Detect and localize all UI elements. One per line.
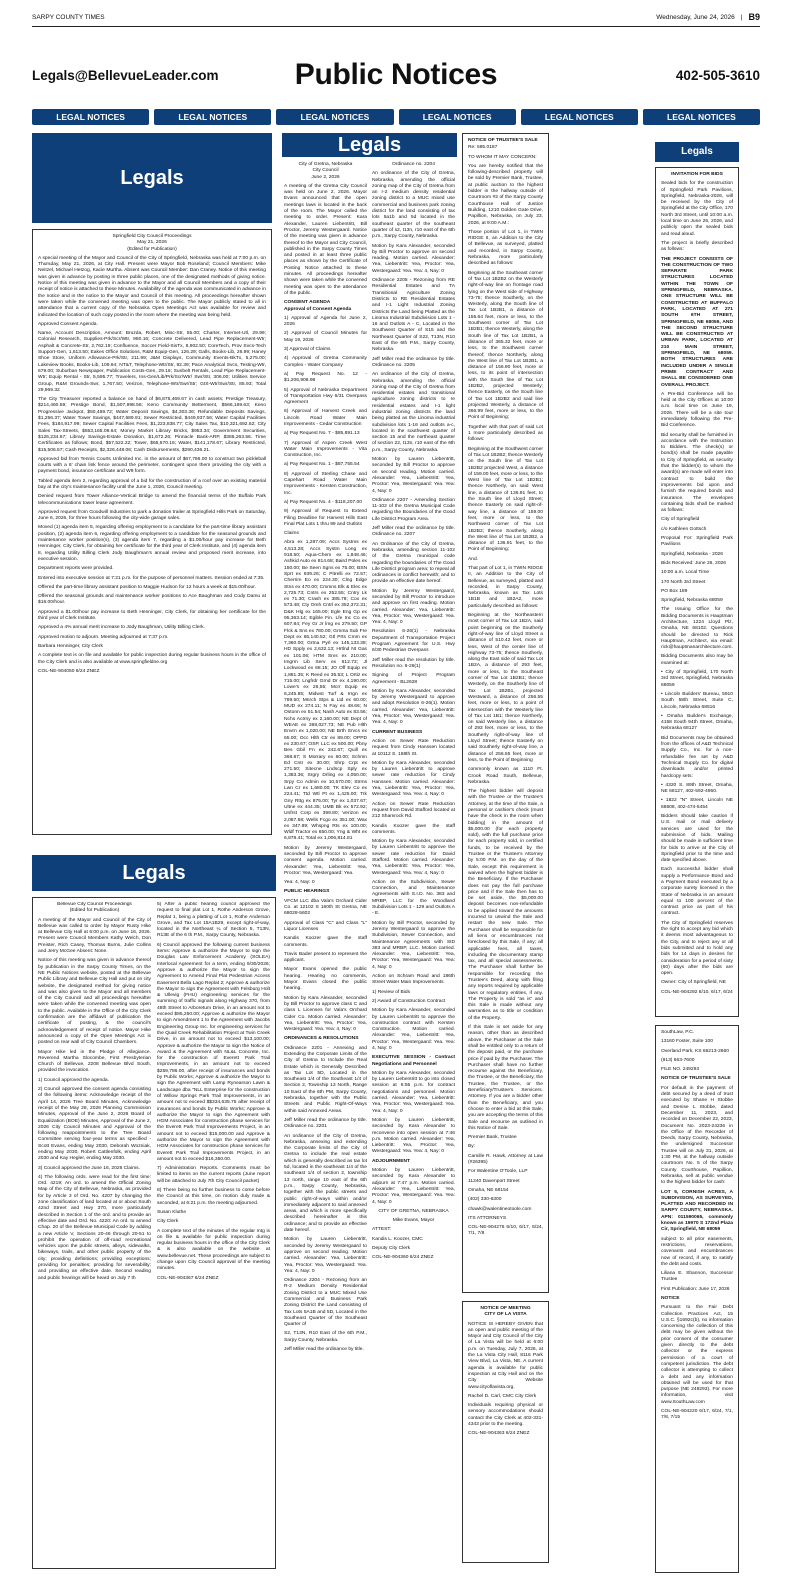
- paragraph: Kandis L. Koozer, CMC: [372, 1236, 423, 1242]
- paragraph: Those portion of Lot 1, in TWIN RIDGE II, an Addition to the City of Bellevue, as surveyed, platted and recorded, in Sarpy County, Nebraska, more particularly described as follows:: [468, 229, 543, 267]
- bellevue-column: [32, 855, 276, 1570]
- paragraph: For default in the payment of debt secured by a deed of trust executed by Shane H Stobbe and Denise L Stobbe, dated December 11, 2023, and recorded on December 22, 2023, Document No. 2023-24236 in the Office of the Recorder of Deeds, Sarpy County, Nebraska, the undersigned Successor Trustee will on July 31, 2026, at 1:30 PM, at the hallway outside courtroom No. 5 of the Sarpy County Courthouse, Papillion, Nebraska, sell at public vendue to the highest bidder for cash:: [661, 1085, 733, 1186]
- paragraph: Ordinance 2204 - Rezoning from an R-2 Medium Density Residential Zoning District to a MUC Mixed Use Commercial and Business Park Zoning District the Land consisting of Tax Lots 5A1B and 5D, Located in the Southeast Quarter of the Southeast Quarter of: [284, 1278, 367, 1328]
- bellevue-col-b: [157, 902, 270, 1564]
- paragraph: Pursuant to the Fair Debt Collection Practices Act, 15 U.S.C. §1692c(b), no information concerning the collection of this debt may be given without the prior consent of the consumer given directly to the debt collector or the express permission of a court of competent jurisdiction. The debt collector is attempting to collect a debt and any information obtained will be used for that purpose (NE 249293). For more information, visit www.SouthLaw.com: [661, 1305, 733, 1405]
- paragraph: LOT 5, CORNISH ACRES, A SUBDIVISION, AS SURVEYED, PLATTED AND RECORDED IN SARPY COUNTY, NEBRASKA. APN: 011590065, commonly known as 19970 S 172nd Plaza Cir, Springfield, NE 68059: [661, 1189, 733, 1233]
- paragraph: Proposal For: Springfield Park Pavilions: [661, 536, 733, 548]
- legals-banner: Legals: [655, 142, 739, 162]
- paragraph: An Ordinance of the City of Gretna, Nebraska, amending section 11-102 of the Gretna municipal code regarding the boundaries of The Good Life District program area; to repeal all ordinances in conflict herewith; and to provide an effective date hereof.: [372, 541, 455, 585]
- paragraph: • Lincoln Builders' Bureau, 5910 South 58th Street, Suite C, Lincoln, Nebraska 68516: [661, 691, 733, 710]
- paragraph: Travis Bader present to represent the applicant.: [284, 951, 367, 964]
- paragraph: Susan Kluthe: [157, 1209, 187, 1215]
- paragraph: 3) Approval of Claims: [284, 347, 331, 353]
- section-title: Public Notices: [294, 58, 498, 91]
- paragraph: City of Springfield: [661, 517, 700, 523]
- paragraph: 7) Approval of Aspen Creek West Water Main Improvements - Vita Construction, Inc.: [284, 440, 367, 459]
- paragraph: Re: 585.0187: [468, 145, 498, 151]
- paragraph: VFCM LLC dba Vala's Orchard Cider Co. at 12102 S 160th St Gretna, NE 68028-5602: [284, 898, 367, 917]
- paragraph: Approved a $1.00/hour pay increase to Beth Henninger, City Clerk, for obtaining her certificate for the third year of Clerk Institute.: [38, 609, 266, 622]
- notice-body: [468, 1322, 543, 1438]
- section-heading: ORDINANCES & RESOLUTIONS: [284, 1036, 359, 1042]
- paragraph: • 1822 "N" Street, Lincoln NE 68508, 402-474-5454: [661, 798, 733, 810]
- paragraph: Beginning at the Southwest corner of Tax Lot 1B2B2; thence Westerly on the South line of Tax Lot 1B2B2 projected West, a distance of 159.00 feet, more or less, to the West line of Tax Lot 1B2B1; thence Northerly, on said West line, a distance of 136.91 feet, to the South line of Lloyd Street; thence Easterly on said right-of-way line, a distance of 159.00 feet, more or less, to the Northwest corner of Tax Lot 1B2B2; thence Southerly, along the West line of Tax Lot 1B2B2, a distance of 136.91 feet, to the Point of Beginning;: [468, 446, 543, 553]
- paragraph: Motion by Kara Alexander, seconded by Lauren Liebentritt to approve the construction contract with Kersten Construction. Motion carried. Alexander: Yea, Liebentritt: Yea, Proctor: Yea, Westergaard: Yea. Yea: 4, Nay: 0: [372, 1008, 455, 1051]
- lavista-notice: [462, 1301, 549, 1563]
- paragraph: First Publication: June 17, 2026: [661, 1286, 730, 1292]
- paragraph: SouthLaw, P.C.: [661, 1030, 695, 1035]
- gretna-council-column: [282, 160, 369, 1570]
- paragraph: Offered the seasonal grounds and maintenance worker positions to Ace Baughman and Cody Damu at $16.00/hour.: [38, 594, 266, 606]
- legals-banner: Legals: [282, 133, 457, 157]
- notice-date: June 2, 2026: [311, 174, 340, 180]
- paragraph: Resolution 6-26(1) - Nebraska Department of Transportation Project Program Agreement for U.S. Hwy 6/30 Pedestrian Overpass: [372, 629, 455, 654]
- paragraph: 9) Approval of Request to Extend Filing Deadline for Harvest Hills East Final Plat Lots 1 thru 99 and Outlots: [284, 509, 367, 527]
- paragraph: 2) Approval of Council Minutes for May 19, 2026: [284, 331, 367, 343]
- paragraph: Springfield, Nebraska - 2026: [661, 551, 723, 557]
- paragraph: Name, Account Description, Amount: Bruzda, Robert, Misc-Str, 55.00; Charter, Internet-Utl, 29.99; Colonial Research, Supplies-Prk/Scr/Wtr, 980.16; Concrete Delivered, Lead Pipe Replacement-Wtr; Asphalt & Concrete-Str, 2,762.19; Confluence, Soccer Field-SisTx, 8,902.50; CoreTech, Prov Svcs-Tech Support-Gen, 1,613.50; Eakes Office Solutions, R&M Equip-Gen, 126.29; Galls, Books-Lib, 26.99; Haney Shoe Store, Uniform Allowance-Prk/Str, 211.99; J&M Displays, Community Events-BkTx, 5,275.00; Lakeview Books, Books-Lib, 109.94; NT&T, Telephone-Wtr/Str, 92.39; Pace Analytical Svcs, Testing-Wtr, 679.00; Suburban Newspaper, Publication Costs-Gen, 29.16; Sunbelt Rentals, Lead Pipe Replacement-Wtr; Equip Rental - Str, 5,595.77; Travelers, Ins-Gen/Lib/Prk/Scr/Wtr/ Swr/Str, 306.00; Utilities Service Group, R&M Grounds-Swr, 1,767.50; Verizon, Telephone-Wtr/Swr/Str; GIS-Wtr/Swr/Str, 85.93; Total 29,969.32: [38, 331, 266, 393]
- issue-date: Wednesday, June 24, 2026: [656, 13, 735, 21]
- paragraph: Signing of Project Program Agreement - BL2628: [372, 673, 455, 685]
- paragraph: Approved motion to adjourn. Meeting adjourned at 7:37 p.m.: [38, 634, 169, 640]
- paragraph: 6) Council approved the following current business items: Approve & authorize the Mayor to sign the Douglas Law Enforcement Academy (SOLEA) Interlocal Agreement for a term, ending 9/30/2026; Approve & authorize the Mayor to sign the Agreement to Amend Final Plat Pedestrian Access Easement Bella Lago Replat 2; Approve & authorize the Mayor to sign the Agreement with Felsburg Holt & Ullevig (FHU) engineering services for the summing of traffic signals along Highway 370, from 48th Street to Arboretum Drive, in an amount not to exceed $85,250.00; Approve & authorize the Mayor to sign Amendment 1 to the Agreement with Jacobs Engineering Group Inc. for engineering services for the Quail Creek Rehabilitation Project at Twin Creek Drive, in an amount not to exceed $13,100.00; Approve & authorize the Mayor to sign the Notice of Award & the Agreement with NL&L Concrete, Inc. for the construction of Everett Park Trail Improvements, in an amount not to exceed $259,786.00, after receipt of insurances and bonds by Public Works; Approve & authorize the Mayor to sign the Agreement with Lamp Rynearson Lawn & Landscape dba "NLL Enterprise for the construction of Willow Springs Park Trail Improvements, in an amount not to exceed $$334,635.75 after receipt of insurances and bonds by Public Works; Approve & authorize the Mayor to sign the Agreement with HGM Associates for construction phase services for the Everett Park Trail Improvements Project, in an amount not to exceed $15,000.00 and Approve & authorize the Mayor to sign the Agreement with HGM Associates for construction phase services for Everett Park Trail Improvements Project, in an amount not to exceed $16,350.00.: [157, 942, 270, 1162]
- paragraph: NOTICE: [661, 1295, 680, 1301]
- paragraph: Premier Bank, Trustee: [468, 1135, 517, 1141]
- paragraph: Beginning at the Northeastern most corner of Tax Lot 1B2A, said point beginning on the Southerly right-of-way line of Lloyd Street a distance of 510.42 feet, more or less, West of the center line of Highway 73-75; thence Southerly, along the East side of said Tax Lot 1B2A, a distance of 293 feet, more or less, to the Southeast corner of Tax Lot 1B2B1; thence Westerly, on the Southerly line of Tax Lot 1B2B1, projected Westward, a distance of 256.55 feet, more or less, to a point of intersection with the Westerly line of Tax Lot 1B1; thence Northerly, on said Westerly line, a distance of 293 feet, more or less, to the Southerly right-of-way line of Lloyd Street; thence Easterly on said Southerly right-of-way line, a distance of 256.55 feet, more or less, to the Point of Beginning: [468, 613, 543, 763]
- paragraph: 2) Award of Construction Contract: [372, 998, 446, 1004]
- notice-title: NOTICE OF MEETING: [480, 1306, 531, 1311]
- paragraph: chawk@walentineotoole.com: [468, 1206, 532, 1212]
- notice-heading: City of Gretna, Nebraska: [298, 162, 353, 167]
- header-rule: [32, 26, 760, 27]
- paragraph: COL-NE-904050 6/24 ZNEZ: [38, 668, 100, 674]
- paragraph: Springfield, Nebraska 68059: [661, 598, 723, 604]
- paragraph: Ordinance 2207 - Amending Section 11-102 of the Gretna Municipal Code regarding the Boundaries of the Good Life District Program Area.: [372, 497, 455, 522]
- paragraph: The highest bidder will deposit with the Trustee or the Trustee's Attorney, at the time of the Sale, a personal or cashier's check (must have the check in the room when bidding) in the amount of $5,000.00 (for each property sold), with the full purchase price for each property sold, in certified funds, to be received by the Trustee or the Trustee's Attorney by 5:00 P.M. on the day of the Sale, except this requirement is waived when the highest bidder is the Beneficiary. If the Purchaser does not pay the full purchase price and if the Sale then has to be set aside, the $5,000.00 deposit becomes non-refundable to be applied toward the amounts incurred to unwind the Sale and restart the new Sale. The Purchaser shall be responsible for all liens or encumbrances not foreclosed by this Sale, if any; all applicable fees, all taxes, including the documentary stamp tax, and all special assessments. The Purchaser shall further be responsible for recording the Trustee's Deed, along with filing any reports required by applicable laws or regulatory entities, if any. The Property is sold "as is" and this Sale is made without any warranties as to title or condition of the Property.: [468, 789, 543, 1021]
- paragraph: 2) Council approved the consent agenda consisting of the following items: Acknowledge receipt of the April 14, 2026 Tree Board Minutes, Acknowledge receipt of the May 28, 2026 Planning Commission Minutes, Approval of the June 2, 2026 Board of Equalization (BOE) Minutes, Approval of the June 2, 2026 City Council Minutes and Approval of the following reappointments to the Tree Board Committee serving four-year terms as specified - Scott Evans, ending May 2030, Deborah Wozniak, ending May 2030, Robert Cattlenfolk, ending April 2030 and Kay Hegler, ending May 2030.: [38, 1087, 151, 1162]
- paragraph: a) Pay Request No. 1 - $87,755.54: [284, 462, 360, 468]
- paragraph: The City Treasurer reported a balance on hand of $6,876,469.67 in cash assets; Prestige Treasury, $214,460.59; Prestige Bond, $1,507,998.56; Keno Community Betterment, $566,169.63; Keno Progressive Jackpot, $50,469.72; Water Deposit Savings, $4,303.36; Refundable Deposits Savings, $1,256.37; Water Tower Savings, $447,689.91; Sewer Restricted, $449,937.56; Water Capital Facilities Fees, $184,917.99; Sewer Capital Facilities Fees, $1,223,838.77; City Sales Tax, $10,321,692.62; City Sales Tax-Streets, $553,165.09.64; Money Market Library Bricks, $953.34; Government Securities, $126,234.67; Library Savings-Estate Donation, $1,672.26; Pinnacle Bank-ARP, $386,263.56. Time Certificates as follows; Bond, $57,522.22; Tower, $65,570.16; Water, $141,178.67; Library Restricted, $15,506.57; Cash Receipts, $2,326,448.06; Cash Disbursements, $290,436.21.: [38, 397, 266, 453]
- hearings-list: [284, 899, 367, 1034]
- notice-body: [661, 181, 733, 996]
- notice-body: [157, 902, 270, 1282]
- notice-body: [38, 918, 151, 1282]
- paragraph: COL-NE-904220 6/17, 6/24, 7/1, 7/8, 7/15: [661, 1409, 733, 1421]
- paragraph: The City of Springfield reserves the right to accept any bid which it deems most advantageous to the City, and to reject any or all bids submitted and to hold any bids for 14 days in desires for consideration for a period of sixty (60) days after the bids are open.: [661, 920, 733, 977]
- paragraph: Action on Sewer Rate Reduction request from David Stafford located at 212 Shamrock Rd.: [372, 801, 455, 820]
- bellevue-notice: [32, 897, 276, 1569]
- paragraph: Motion by Kara Alexander, seconded by Lauren Liebentritt to approve sewer rate reduction for Cindy Hanssen. Motion carried. Alexander: Yea, Liebentritt: Yea, Proctor: Yea, Westergaard: Yea. Yea: 4, Nay: 0: [372, 760, 455, 798]
- paragraph: Mayor Hike led in the Pledge of Allegiance. Reverend Martha Slocombe, First Presbyterian Church of Bellevue, 2208 Bellevue Blvd South, provided the invocation.: [38, 1049, 151, 1074]
- legal-notices-tab: LEGAL NOTICES: [643, 109, 760, 125]
- paragraph: And.: [468, 556, 479, 562]
- paragraph: Mayor Evans opened the public hearing. Hearing no comments, Mayor Evans closed the public hearing.: [284, 967, 367, 992]
- notice-subtitle: CITY OF LA VISTA: [484, 1312, 527, 1318]
- paragraph: For Walentine O'Toole, LLP: [468, 1169, 528, 1175]
- bids-column: [559, 133, 739, 1573]
- paragraph: Liliana E. Shannon, Successor Trustee: [661, 1271, 733, 1283]
- gretna-ordinances-column: [370, 160, 457, 1570]
- legal-notices-tab: LEGAL NOTICES: [521, 109, 638, 125]
- claims-list: Abra ex 1,287.09; Accs Systms ex 4,513.28; Accs Systm Long ex 918.50; Aqua-Chem ex 1,848.46; Ashkid Auto ex 814.68; Baird Poles ex 150.00; Be Seen Sgns ex 75.00; BSN Sprt ex 939.26; C Pitrelli ex 72.57; Cherrim Eo ex 224.30; Clng Edge Stns ex 470.00; Cmmns Elk & Elec ex 2,725.73; Cntrs ex 252.55; Cntry Lk ex 71.30; Crash ex 385.78; Cox ex 573.48; Cty Omh Cntrl ex 352,372.31; D&K Hlg ex 165.00; Egle Eng Gp ex 95,363.14; Egible Fin. Lfe Inc Co ex 607.84; Fey Gr Jr lmg ex 279.50; GP Flck & Sns ex 780.00; Grnma Sub Fre Dept ex 65,140.52; Gtl Prts Cmm ex 7,360.00; Grtna Pyrl ex 145,133.38; HD Spply ex 2,632.13; Hrtlnd Nt Gas ex 101.06; HTM Srvs ex 210.00; Imgrm Lib Serv ex 612.73; Jl Lockwood ex 68.15; JO Off Equip ex 1,881.35; K Reed ex 35.53; L Ortiz ex 715.00; Lngfrdr Grnd Dr ex 4,190.00; Lowe's ex 26,55; Mcrr Equip ex 6,245.85; Midwst Turf & Irrgn ex 789.50; Mnrch Stps & Ltd ex 60.00; MUD ex 274.11; N Fay ex 48.66; N Ostonn ex 51.54; Nash Auto ex 83.56; Nchs Actrny ex 2,160.00; NE Dept of WEAE ex 368,027.73; NE Pub Hlth Envrn ex 1,020.00; NE Brth Srvcs ex 65.00; Occ Hlth Ctr ex 89.00; OPPD ex 230.67; OSP, LLC ex 500.00; Pbny Bes Gbil Fn ex 242.67; Quill ex 368.87; S Morrary ex 60.00; Schmn Ed Cntr ex 30.00; Shrp Crpt ex 271.50; Sitecne Lndscp Sply ex 1,383.36; Srgry Drling ex 4,050.00; Srpy Co Admin ex 10,570.00; Strms Lwn Cr ex 1,680.00; TK Elev Co ex 224.41; Ttd Wtl Pt ex 1,425.00; Trk Gny Rttg ex 875.00; Tyr ex 1,037.67; Ultne ex 444.35; UMB Bk ex 572.92; Unfrst Corp ex 399.80; Verizon ex 2,087.58; Wells Fcgo ex 351.00; Wax ex 347.89; Whspng Rts ex 100.00; Wldf Tractor ex 650.00; Yng & Wht ex 6,878.41; Total ex 1,006,814.81: [284, 540, 367, 842]
- consent-list: [284, 316, 367, 538]
- paragraph: Ordinance 2201 - Annexing and Extending the Corporate Limits of the City of Gretna to Include the Real Estate which is Generally Described as Tax Lot 5D, Located in the Southeast 1/4 of the Southeast 1/4 of Section 2, Township 13 North, Range 10 East of the 6th PM, Sarpy County, Nebraska, together with the Public Streets and Public Right-Of-Ways within said Annexed Areas.: [284, 1045, 367, 1114]
- paragraph: COL-NE-904276 6/10, 6/17, 6/24, 7/1, 7/8: [468, 1225, 543, 1237]
- ordinances-list: [284, 1046, 367, 1354]
- paragraph: Approved bid from Tennis Courts Unlimited Inc. in the amount of $67,786.00 to construct two pickleball courts with a 6' chain link fence around the perimeter, contingent upon them providing the city with a payment bond, insurance certificate and W9 form.: [38, 456, 266, 475]
- paragraph: 1) Approval of Agenda for June 2, 2026: [284, 315, 367, 328]
- paragraph: By:: [468, 1144, 476, 1150]
- paragraph: 13160 Foster, Suite 100: [661, 1039, 713, 1045]
- paragraph: CITY OF GRETNA, NEBRASKA: [378, 1208, 449, 1214]
- notice-heading: Springfield City Council Proceedings: [112, 234, 192, 239]
- paragraph: Approval of Class "C" and Class "L" Liquor Licenses: [284, 920, 367, 932]
- paragraph: EXECUTIVE SESSION - Contract Negotiations and Personnel: [372, 1055, 455, 1067]
- paragraph: COL-NE-904363 6/24 ZNEZ: [468, 1431, 530, 1437]
- paragraph: Deputy City Clerk: [372, 1246, 411, 1252]
- paragraph: Jeff Miller read the ordinance by title. Ordinance no. 2207: [372, 526, 455, 538]
- paragraph: 8) There being no further business to come before the Council at this time, on motion duly made & seconded, at 6:21 p.m. the meeting adjourned.: [157, 1188, 270, 1206]
- trustee-column: [462, 133, 549, 1573]
- trustee-sale-notice: [462, 133, 549, 1293]
- paragraph: Motion by Jeremy Westergaard, seconded by Bill Proctor to introduce and approve on first reading. Motion carried. Alexander: Yea, Liebentritt: Yea, Proctor: Yea, Westergaard: Yea. Yea: 4, Nay: 0: [372, 588, 455, 626]
- paragraph: Entered into executive session at 7:21 p.m. for the purpose of personnel matters. Session ended at 7:35.: [38, 575, 265, 581]
- paragraph: Moved (1) agenda item 5, regarding offering employment to a candidate for the part-time library assistant position, (2) agenda item 6, regarding offering employment to a candidate for the seasonal grounds and maintenance worker position(s), (3) agenda item 7, regarding a $1.00/hour pay increase for Beth Henninger, City Clerk, for obtaining her certificate for the third year of Clerk Institute, and (4) agenda item 8, regarding Utility Billing Clerk Jody Baughman's annual review and proposed merit increase, into executive session.: [38, 525, 266, 562]
- paragraph: a) Pay Request No. 12 - $1,206,908.98: [284, 371, 367, 384]
- paragraph: You are hereby notified that the following-described property will be sold by Premier Bank, Trustee, at public auction to the highest bidder in the hallway outside of Courtroom #2 of the Sarpy County Courthouse Hall of Justice Building, 1210 Golden Gate Drive, Papillion, Nebraska, on July 23, 2026, at 9:00 A.M.:: [468, 163, 543, 226]
- paragraph: c/o Kathleen Gottsch: [661, 526, 707, 532]
- paragraph: subject to all prior easements, restrictions, reservations, covenants and encumbrances now of record, if any, to satisfy the debt and costs.: [661, 1236, 733, 1267]
- paragraph: Sealed bids for the construction of Springfield Park Pavilions, Springfield, Nebraska-2026, will be received by the City of Springfield at the City Office, 170 North 3rd Street, until 10:00 a.m. local time on June 26, 2026, and publicly open the sealed bids and read aloud.: [661, 181, 733, 237]
- paragraph: NOTICE IS HEREBY GIVEN that an open and public meeting of the Mayor and City Council of the City of La Vista will be held at 6:00 p.m. on Tuesday, July 7, 2026, at the La Vista City Hall, 8116 Park View Blvd, La Vista, NE. A current agenda is available for public inspection at City Hall and on the City Website www.cityoflavista.org.: [468, 1321, 543, 1390]
- paragraph: 7) Administration Reports. Comments must be limited to items on the current reports (June report will be attached to July 7th City Council packet): [157, 1166, 270, 1184]
- paragraph: Action on Schram Road and 186th Street Water Main Improvements: [372, 974, 455, 986]
- paragraph: ATTEST:: [372, 1227, 392, 1233]
- paragraph: Approved a 4% annual merit increase to Jody Baughman, Utility Billing Clerk.: [38, 625, 205, 631]
- paragraph: 1) Council approved the agenda.: [38, 1077, 109, 1083]
- paragraph: Jeff Miller read the ordinance by title. Ordinance no. 2201: [284, 1117, 367, 1130]
- legal-notices-tab: LEGAL NOTICES: [154, 109, 271, 125]
- notice-title: INVITATION FOR BIDS: [671, 172, 723, 177]
- paragraph: City Clerk: [157, 1219, 179, 1225]
- paragraph: 5) Approval of Nebraska Department of Transportation Hwy 6/31 Overpass Agreement: [284, 387, 367, 406]
- paragraph: Notice of this meeting was given in advance thereof by publication in the Sarpy County Times, on the NE Public Notices website, posted at the Bellevue Public Library and Bellevue City Hall and put on city website, the designated method for giving notice and was also given to the Mayor and all members of the City Council and all proceedings hereafter were taken while the convened meeting was open to the public. Available in the Office of the City Clerk confirmation are the affidavit of publication the certificate of posting, & the council's acknowledgement of receipt of notice. Mayor Hike announced a copy of the Open Meetings Act is posted on rear wall of City Council Chambers.: [38, 958, 151, 1046]
- paragraph: 6) Approval of Harvest Creek and Lincoln Road Water Main Improvements - Cedar Construction: [284, 409, 367, 427]
- paragraph: Omaha, NE 68154: [468, 1187, 509, 1193]
- paragraph: ADJOURNMENT: [372, 1158, 411, 1164]
- page-number: B9: [748, 12, 760, 22]
- notice-body: [661, 1030, 733, 1422]
- paragraph: a) Pay Request No. 4 - $118,207.00: [284, 499, 362, 505]
- bids-notice: [655, 167, 739, 1017]
- paragraph: Bidding Documents also may be examined at:: [661, 654, 733, 666]
- legal-notices-tabs: [32, 109, 760, 125]
- paragraph: An ordinance of the City of Gretna, Nebraska, amending the official zoning map of the City of Gretna from an r-2 medium density residential zoning district to a MUC mixed use commercial and business park zoning district for the land consisting of tax lots 5a1b and 5d located in the southeast quarter of the southeast quarter of s2, t13n, r10 east of the 6th p.m., Sarpy County, Nebraska.: [372, 171, 455, 240]
- paragraph: COL-NE-904367 6/24 ZNEZ: [157, 1275, 219, 1281]
- running-head: SARPY COUNTY TIMES Wednesday, June 24, 2026 | B9: [32, 12, 760, 22]
- legals-banner: Legals: [32, 855, 276, 891]
- paragraph: Action on the Subdivision, Sewer Connection, and Maintenance Agreements with S.I.D. No. 383 and MRBP, LLC for the Woodland Subdivision Lots 1 - 129 and Outlots A - E.: [372, 879, 455, 917]
- paragraph: Motion by Bill Proctor, seconded by Jeremy Westergaard to approve the Subdivision, Sewer Connection, and Maintenance Agreements with SID 383 and MRBP, LLC. Motion carried. Alexander: Yea, Liebentritt: Yea, Proctor: Yea, Westergaard: Yea. Yea: 4, Nay: 0: [372, 920, 455, 970]
- paragraph: Motion by Kara Alexander, seconded by Jeremy Westergaard to approve and adopt Resolution 6-26(1). Motion carried. Alexander: Yea, Liebentritt: Yea, Proctor: Yea, Westergaard: Yea. Yea: 4, Nay: 0: [372, 688, 455, 726]
- legal-notices-tab: LEGAL NOTICES: [32, 109, 149, 125]
- paragraph: ITS ATTORNEYS: [468, 1215, 507, 1221]
- paragraph: A special meeting of the Mayor and Council of the City of Springfield, Nebraska was held at 7:00 p.m. on Thursday, May 21, 2026, at City Hall. Present were Mayor Bob Roseland; Council Members: Mike Neitzel, Michael Hetzog, Kacie Murtha. Absent was Council Member: Dan Craney. Notice of this meeting was given in advance by posting in three public places, one of the designated methods of giving notice. Notice of this meeting was given in advance to the Mayor and all Council Members and a copy of their receipt of notice is attached to these Minutes. Availability of the agenda was communicated in advance in the notice and in the notice to the Mayor and Council of this meeting. All proceedings hereafter shown were taken while the convened meeting was open to the public. The Mayor publicly stated to all in attendance that a current copy of the Nebraska Open Meetings Act was available for review and indicated the location of such copy posted in the room where the meeting was being held.: [38, 255, 266, 318]
- paragraph: (402) 330-6300: [468, 1197, 502, 1203]
- paragraph: Beginning at the Southeast corner of Tax Lot 1B2B2 on the Westerly right-of-way line on frontage road lying on the West side of Highway 73-75; thence Southerly, on the Westerly, along the South line of Tax Lot 1B2B1, a distance of 155.64 feet, more or less, to the Southwest corner of Tax Lot 1B2B1; thence Westerly, along the South line of Tax Lot 1B2B1, a distance of 365.32 feet, more or less, to the Southwest corner thereof; thence Northerly, along the West line of Tax Lot 1B2B1, a distance of 156.90 feet, more or less, to its point of intersection with the South line of Tax Lot 1B2B2, projected Westerly; thence Easterly, on the South line of Tax Lot 1B2B2 and said line projected Westerly, a distance of 366.99 feet, more or less, to the Point of Beginning;: [468, 270, 543, 421]
- paragraph: 4) Approval of Gretna Community Complex - Water Company: [284, 356, 367, 368]
- paragraph: 8) Approval of Sterling Chase and Capehart Road Water Main Improvements - Kersten Construction, Inc.: [284, 471, 367, 496]
- paragraph: 10:00 a.m. Local Time: [661, 570, 710, 576]
- paragraph: FILE NO. 249293: [661, 1067, 700, 1073]
- paragraph: COL-NE-904292 6/10, 6/17, 6/24: [661, 989, 733, 995]
- bellevue-col-a: [38, 902, 151, 1564]
- paragraph: A Pre-Bid Conference will be held at the City Offices at 10:00 a.m. local time on June 19, 2026. There will be a site tour immediately following the Pre-Bid Conference.: [661, 391, 733, 429]
- contact-phone: 402-505-3610: [675, 67, 760, 83]
- notice-title: NOTICE OF TRUSTEE'S SALE: [468, 138, 538, 143]
- paragraph: The Issuing Office for the Bidding Documents is Hauptman Architecture, 1224 Lloyd Plz, Omaha, NE 68102. Questions should be directed to Rick Hauptman, Architect, via email: rick@hauptmanarchitecture.com.: [661, 607, 733, 651]
- paragraph: TO WHOM IT MAY CONCERN:: [468, 154, 537, 160]
- paragraph: Motion by Kara Alexander, seconded by Lauren Liebentritt to go into closed session at 6:55 p.m. for contract negotiations and personnel. Motion carried. Alexander: Yea, Liebentritt: Yea, Proctor: Yea, Westergaard: Yea. Yea: 4, Nay: 0: [372, 1070, 455, 1114]
- paragraph: Owner: City of Springfield, NE: [661, 980, 726, 986]
- paragraph: Kandis Koozer gave the staff comments.: [284, 936, 367, 948]
- notice-subheading: (Edited for Publication): [69, 908, 120, 914]
- motion-text: Motion by Jeremy Westergaard, seconded by Bill Proctor to approve consent agenda. Motion carried. Alexander: Yea, Liebentritt: Yea, Proctor: Yea, Westergaard: Yea.: [284, 845, 367, 876]
- paragraph: An ordinance of the City of Gretna, Nebraska, amending the official zoning map of the City of Gretna from residential estates and transitional agriculture zoning districts to re residential estates and I-1 light industrial zoning districts the land being platted as the Linoma industrial subdivision lots 1-16 and outlots a-c, located in the southwest quarter of section 15 and the northeast quarter of section 22, t13n, r10 east of the 6th p.m., Sarpy County, Nebraska.: [372, 372, 455, 453]
- paragraph: Department reports were provided.: [38, 566, 114, 572]
- paragraph: Motion by Lauren Liebentritt, seconded by Kara Alexander to adjourn at 7:47 p.m. Motion carried. Alexander: Yea, Liebentritt: Yea, Proctor: Yea, Westergaard: Yea. Yea: 4, Nay: 0: [372, 1168, 455, 1205]
- paragraph: Denied request from Tower Alliance-Vertical Bridge to amend the financial terms of the Buffalo Park telecommunications tower lease agreement.: [38, 494, 266, 506]
- notice-body: [370, 160, 457, 1267]
- paragraph: Each successful bidder shall supply a Performance Bond and a Payment Bond executed by a corporate surety licensed in the State of Nebraska in an amount equal to 100 percent of the contract price as part of his contract.: [661, 867, 733, 917]
- paragraph: commonly known as 1110 Ft. Crook Road South, Bellevue, Nebraska.: [468, 767, 543, 785]
- paragraph: An ordinance of the City of Gretna, Nebraska, annexing and extending the Corporate limits of the City of Gretna to include the real estate which is generally described as tax lot 5d, located in the southeast 1/4 of the southeast 1/4 of section 2, township 13 north, range 10 east of the 6th p.m., Sarpy County, Nebraska, together with the public streets and public right-of-ways within and/or immediately adjacent to said annexed areas, and which is more specifically described hereinafter in this ordinance; and to provide an effective date hereof.: [284, 1133, 367, 1234]
- paragraph: • City of Springfield, 170 North 3rd Street, Springfield, Nebraska 68059: [661, 670, 733, 688]
- vote-text: Yea: 4, Nay: 0: [284, 880, 315, 886]
- notice-heading: Bellevue City Council Proceedings: [57, 902, 132, 907]
- paragraph: • 4320 S. 89th Street, Omaha, NE 68127, 402-592-4950.: [661, 782, 733, 795]
- paragraph: NOTICE OF TRUSTEE'S SALE: [661, 1076, 731, 1082]
- masthead: [32, 56, 760, 94]
- section-heading: CONSENT AGENDA: [284, 300, 331, 306]
- paragraph: The project is briefly described as follows:: [661, 240, 733, 253]
- paragraph: Motion by Lauren Liebentritt, seconded by Bill Proctor to approve on second reading. Motion carried. Alexander: Yea, Liebentritt: Yea, Proctor: Yea, Westergaard: Yea. Yea: 4, Nay: 0: [372, 457, 455, 494]
- paragraph: A complete text is on file and available for public inspection during regular business hours in the office of the City Clerk and is also available at www.springfieldne.org: [38, 653, 266, 665]
- paragraph: A meeting of the Mayor and Council of the City of Bellevue was called to order by Mayor Rusty Hike at Bellevue City Hall at 6:00 p.m. on June 16, 2026. Present were Council Members Kathy Welch, Don Preister, Rich Casey, Thomas Burns, Julie Collins and Jerry McGee Absent: None.: [38, 917, 151, 955]
- paragraph: 1) Review of Bids: [372, 989, 411, 995]
- paragraph: 11240 Davenport Street: [468, 1178, 520, 1184]
- paragraph: Approved Consent Agenda.: [38, 321, 98, 327]
- paragraph: Approved request from Goodwill Industries to park a donation trailer at Springfield Hills Park on Saturday, June 6, 2026, for three hours following the city-wide garage sales.: [38, 509, 266, 522]
- paragraph: Bid Documents may be obtained from the offices of A&D Technical Supply Co., Inc. for a non-refundable fee set by A&D Technical Supply Co. for digital downloads and/or printed hardcopy sets:: [661, 735, 733, 779]
- paragraph: Mike Evans, Mayor: [392, 1218, 435, 1224]
- gretna-council-notice: [282, 160, 369, 1565]
- paragraph: Offered the part-time library assistant position to Maggie Hudson for 12 hours a week at $15.00/hour.: [38, 584, 256, 590]
- paragraph: Ordinance no. 2204: [392, 162, 435, 167]
- paragraph: Camille R. Hawk, Attorney at Law (#26395): [468, 1153, 543, 1166]
- paragraph: Jeff Miller read the resolution by title. Resolution no. 6-26(1): [372, 657, 455, 669]
- contact-email[interactable]: Legals@BellevueLeader.com: [32, 67, 219, 83]
- southlaw-notice: [655, 1025, 739, 1573]
- paragraph: Tabled agenda item 2, regarding approval of a bid for the construction of a roof over an existing material bay at the city's maintenance facility until the June 1, 2026, Council meeting.: [38, 478, 266, 490]
- paragraph: Motion by Lauren Liebentritt, seconded by Jeremy Westergaard to approve on second reading. Motion carried. Alexander: Yea, Liebentritt: Yea, Proctor: Yea, Westergaard: Yea. Yea: 4, Nay: 0: [284, 1237, 367, 1274]
- paragraph: Claims: [284, 531, 299, 537]
- paragraph: Bid security shall be furnished in accordance with the Instruction to Bidders. The check(s) or bond(s) shall be made payable to City of Springfield, as security that the bidder(s) to whom the award(s) are made will enter into contract to build the improvements bid upon and furnish the required bonds and insurance. The envelopes containing bids shall be marked as follows:: [661, 432, 733, 514]
- paragraph: Kandis Koozer gave the staff comments.: [372, 823, 455, 835]
- paragraph: Motion by Kara Alexander, seconded by Lauren Liebentritt to approve the sewer rate reduction for David Stafford. Motion carried. Alexander: Yea, Liebentritt: Yea, Proctor: Yea, Westergaard: Yea. Yea: 4, Nay: 0: [372, 839, 455, 876]
- legal-notices-tab: LEGAL NOTICES: [276, 109, 393, 125]
- paragraph: CURRENT BUSINESS: [372, 729, 423, 735]
- paragraph: Motion by Lauren Liebentritt, seconded by Kara Alexander to reconvene into open session at 7:46 p.m. Motion carried. Alexander: Yea, Liebentritt: Yea, Proctor: Yea, Westergaard: Yea. Yea: 4, Nay: 0: [372, 1117, 455, 1155]
- notice-body: [38, 256, 266, 675]
- paragraph: Motion by Kara Alexander, seconded by Bill Proctor to approve on second reading. Motion carried. Alexander: Yea, Liebentritt: Yea, Proctor: Yea, Westergaard: Yea. Yea: 4, Nay: 0: [372, 243, 455, 274]
- legal-notices-tab: LEGAL NOTICES: [399, 109, 516, 125]
- springfield-notice: [32, 229, 272, 835]
- paragraph: 4) The following ords. were read for the first time: Ord. 4219; An ord. to amend the Official Zoning Map of the City of Bellevue, Nebraska, as provided for by Article 3 of Ord. No. 4207 by changing the zone classification of land located at or about South 42nd Street and Hwy 370, more particularly described in Section 1 of the ord. and to provide an effective date and Ord. No. 4220: An ord. to amend Chap. 20 of the Bellevue Municipal Code by adding a new Article V, Sections 20-46 through 20-51 to prohibit the operation of off-road recreational vehicles upon the public streets, alleys, sidewalks, bikeways, trails, and other public property of the city; providing definitions; providing exceptions; providing for penalties; providing for severability; and providing an effective date. Second reading and public hearings will be heard on July 7 th: [38, 1174, 151, 1281]
- paragraph: Together with that part of said Lot 1 more particularly described as follows:: [468, 424, 543, 443]
- paragraph: Rachel D. Carl, CMC City Clerk: [468, 1393, 537, 1399]
- paragraph: THE PROJECT CONSISTS OF THE CONSTRUCTION OF TWO SEPARATE PARK STRUCTURES LOCATED WITHIN THE TOWN OF SPRINGFIELD, NEBRASKA. ONE STRUCTURE WILL BE CONSTRUCTED AT BUFFALO PARK, LOCATED AT 271 SOUTH 6TH STREET, SPRINGFIELD, NE 68059, AND THE SECOND STRUCTURE WILL BE CONSTRUCTED AT URBAN PARK, LOCATED AT 210 MAIN STREET, SPRINGFIELD, NE 68059. BOTH STRUCTURES ARE INCLUDED UNDER A SINGLE PRIME CONTRACT AND SHALL BE CONSIDERED ONE OVERALL PROJECT.: [661, 256, 733, 388]
- paragraph: Motion by Kara Alexander, seconded by Bill Proctor to approve class C and class L Licenses for Vala's Orchard Cider Co. Motion carried. Alexander: Yea, Liebentritt: Yea, Proctor: Yea, Westergaard: Yea. Yea: 4, Nay: 0: [284, 995, 367, 1033]
- section-heading: PUBLIC HEARINGS: [284, 889, 330, 895]
- paragraph: a) Pay Request No. 7 - $85,891.13: [284, 431, 360, 437]
- paragraph: Jeff Miller read the ordinance by title. Ordinance no. 2205: [372, 356, 455, 368]
- paragraph: Bidders should take caution if U.S. mail or mail delivery services are used for the submission of bids. Mailing should be made in sufficient time for bids to arrive at the City of Springfield prior to the time and date specified above.: [661, 814, 733, 864]
- paragraph: A complete text of the minutes of the regular mtg is on file & available for public inspection during regular business hours in the office of the City Clerk & is also available on the website at www.bellevue.net. These proceedings are subject to change upon City Council approval of the meeting minutes.: [157, 1228, 270, 1272]
- springfield-column: [32, 133, 272, 845]
- notice-date: May 21, 2026: [137, 240, 167, 246]
- legals-banner: Legals: [32, 133, 272, 223]
- paragraph: Action on Sewer Rate Reduction request from Cindy Hanssen located at 10112 S. 168th St.: [372, 738, 455, 757]
- paragraph: (913) 663-7600: [661, 1057, 695, 1063]
- paragraph: COL-NE-904360 6/24 ZNEZ: [372, 1255, 434, 1261]
- paragraph: 170 North 3rd Street: [661, 579, 706, 585]
- paragraph: Barbara Henninger, City Clerk: [38, 643, 103, 649]
- paragraph: That part of Lot 1, in TWIN RIDGE II, an Addition to the City of Bellevue, as surveyed, platted and recorded, in Sarpy County, Nebraska, known as Tax Lots 1B1B and 1B2A2, more particularly described as follows:: [468, 566, 543, 609]
- paragraph: 3) Council approved the June 16, 2026 Claims.: [38, 1165, 140, 1171]
- notice-subheading: (Edited for Publication): [127, 246, 177, 252]
- paragraph: If this Sale is set aside for any reason, other than as described above, the Purchaser at the Sale shall be entitled only to a return of the deposit paid, or the purchase price if paid by the Purchaser. The Purchaser shall have no further recourse against the Beneficiary, the Trustee, or the Beneficiary, the Trustee, the Trustee, or the Beneficiary/Trustee's Servicers. Attorney. If you are a bidder other than the Beneficiary, and you choose to enter a bid at this Sale, you are accepting the terms of this Sale and recourse as outlined in this Notice of Sale.: [468, 1025, 543, 1131]
- section-subheading: Approval of Consent Agenda: [284, 306, 352, 312]
- paragraph: S2, T13N, R10 East of the 6th P.M., Sarpy County, Nebraska.: [284, 1331, 367, 1343]
- paper-name: SARPY COUNTY TIMES: [32, 13, 105, 21]
- paragraph: Bids Received: June 26, 2026: [661, 560, 726, 566]
- paragraph: Jeff Miller read the ordinance by title.: [284, 1347, 364, 1353]
- paragraph: • Omaha Builder's Exchange, 4158 South 94th Street, Omaha, Nebraska 68127: [661, 713, 733, 732]
- notice-body: [468, 145, 543, 1237]
- paragraph: 5) After a public hearing council approved the request to final plat Lot 1, Rothe Anderson Grove, Replat 1, being a platting of Lot 1, Rothe Anderson Grove, and Tax Lot 15A1B29, except right-of-way, located in the Northeast ¼ of Section 5, T13N, R13E of the 6 th P.M., Sarpy County, Nebraska.: [157, 902, 270, 939]
- paragraph: Overland Park, KS 66213-2660: [661, 1048, 729, 1054]
- notice-subheading: City Council: [312, 168, 339, 174]
- paragraph: Ordinance 2205 - Rezoning from RE Residential Estates and TA Transitional Agriculture Zoning Districts to RE Residential Estates and I-1 Light Industrial Zoning Districts the Land being Platted as the Linoma Industrial Subdivision Lots 1 - 16 and Outlots A - C, Located in the Southwest Quarter of S15 and the Northeast Quarter of S22, T13N, R10 East of the 6th P.M., Sarpy County, Nebraska.: [372, 278, 455, 353]
- paragraph: Individuals requiring physical or sensory accommodations should contact the City Clerk at 402-331-4343 prior to the meeting.: [468, 1403, 543, 1428]
- paragraph: PO Box 189: [661, 588, 688, 594]
- notice-intro: A meeting of the Gretna City Council was held on June 2, 2026. Mayor Evans announced that the open meetings laws is located in the back of the room. The Mayor called the meeting to order. Present: Kara Alexander, Lauren Liebentritt, Bill Proctor, Jeremy Westergaard. Notice of the meeting was given in advance thereof to the Mayor and City Council, published in the Sarpy County Times and posted in at least three public places as shown by the Certificate of Posting Notice attached to these minutes. All proceedings hereafter shown were taken while the convened meeting was open to the attendance of the public.: [284, 183, 367, 296]
